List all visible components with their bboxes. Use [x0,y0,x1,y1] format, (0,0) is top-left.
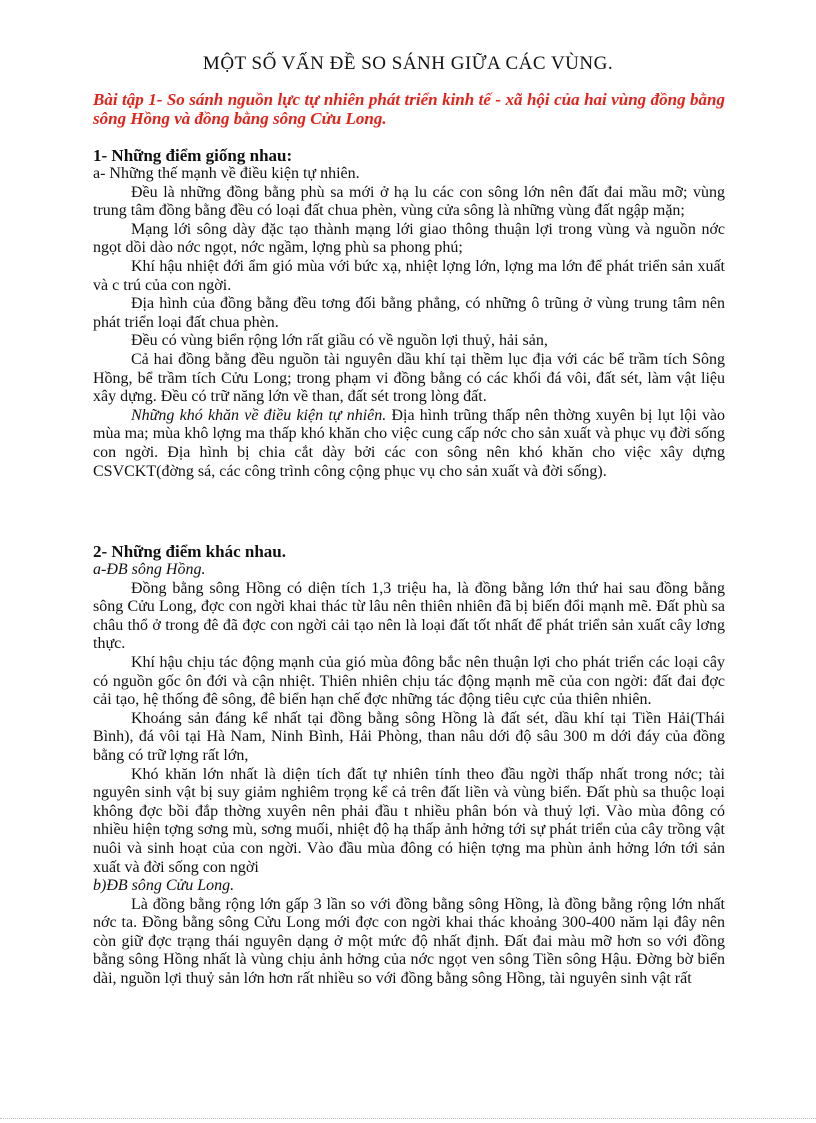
exercise-heading: Bài tập 1- So sánh nguồn lực tự nhiên phát triển kinh tế - xã hội của hai vùng đồng bằng sông Hồng và đồng bằng sông Cửu Long. [93,90,725,128]
section1-sub-a: a- Những thế mạnh về điều kiện tự nhiên. [93,165,360,182]
section2-sub-a: a-ĐB sông Hồng. [93,561,206,578]
page-bottom-divider [0,1118,816,1119]
paragraph: Khó khăn lớn nhất là diện tích đất tự nhiên tính theo đầu ngời thấp nhất trong nớc; tài nguyên sinh vật bị suy giảm nghiêm trọng kể cả trên đất liền và vùng biển. Đất phù sa thuộc loại không đợc bồi đắp thờng xuyên nên phải đầu t nhiều phân bón và thuỷ lợi. Vào mùa đông có nhiều hiện tợng sơng mù, sơng muối, nhiệt độ hạ thấp ảnh hởng tới sự phát triển của cây trồng vật nuôi và sinh hoạt của con ngời. Vào đầu mùa đông có hiện tợng ma phùn ảnh hởng lớn tới sản xuất và đời sống con ngời [93,765,725,876]
section2-heading: 2- Những điểm khác nhau. [93,542,287,561]
section-differences [93,542,725,989]
paragraph: Địa hình của đồng bằng đều tơng đối bằng phẳng, có những ô trũng ở vùng trung tâm nên phát triển loại đất chua phèn. [93,295,725,331]
difficulties-lead: Những khó khăn về điều kiện tự nhiên. [131,406,387,424]
paragraph: Đều có vùng biển rộng lớn rất giầu có về nguồn lợi thuỷ, hải sản, [131,332,548,350]
paragraph: Khí hậu chịu tác động mạnh của gió mùa đông bắc nên thuận lợi cho phát triển các loại cây có nguồn gốc ôn đới và cận nhiệt. Thiên nhiên chịu tác động mạnh mẽ của con ngời: đất đai đợc cải tạo, hệ thống đê sông, đê biển hạn chế đợc những tác động tiêu cực của thiên nhiên. [93,653,725,709]
section2-sub-b: b)ĐB sông Cửu Long. [93,877,235,895]
page-title: MỘT SỐ VẤN ĐỀ SO SÁNH GIỮA CÁC VÙNG. [202,53,614,74]
paragraph-difficulties [93,407,725,481]
paragraph: Đều là những đồng bằng phù sa mới ở hạ lu các con sông lớn nên đất đai mầu mỡ; vùng trung tâm đồng bằng đều có loại đất chua phèn, vùng cửa sông là những vùng đất ngập mặn; [93,183,725,220]
paragraph: Khoáng sản đáng kể nhất tại đồng bằng sông Hồng là đất sét, dầu khí tại Tiền Hải(Thái Bình), đá vôi tại Hà Nam, Ninh Bình, Hải Phòng, than nâu dới độ sâu 300 m dới đáy của đồng bằng có trữ lợng rất lớn, [93,709,725,764]
paragraph: Khí hậu nhiệt đới ẩm gió mùa với bức xạ, nhiệt lợng lớn, lợng ma lớn để phát triển sản xuất và c trú của con ngời. [93,257,725,294]
paragraph: Là đồng bằng rộng lớn gấp 3 lần so với đồng bằng sông Hồng, là đồng bằng rộng lớn nhất nớc ta. Đồng bằng sông Cửu Long mới đợc con ngời khai thác khoảng 300-400 năm lại đây nên còn giữ đợc trạng thái nguyên dạng ở một mức độ nhất định. Đất đai màu mỡ hơn so với đồng bằng sông Hồng nhất là vùng chịu ảnh hởng của nớc ngọt ven sông Tiền sông Hậu. Đờng bờ biển dài, nguồn lợi thuỷ sản lớn hơn rất nhiều so với đồng bằng sông Hồng, tài nguyên sinh vật rất [93,895,725,988]
section-similarities [93,146,725,481]
difficulties-text: Địa hình trũng thấp nên thờng xuyên bị lụt lội vào mùa ma; mùa khô lợng ma thấp khó khăn cho việc cung cấp nớc cho sản xuất và phục vụ đời sống con ngời. Địa hình bị chia cắt dày bởi các con sông nên khó khăn cho việc xây dựng CSVCKT(đờng sá, các công trình công cộng phục vụ cho sản xuất và đời sống). [93,406,725,480]
paragraph: Đồng bằng sông Hồng có diện tích 1,3 triệu ha, là đồng bằng lớn thứ hai sau đồng bằng sông Cửu Long, đợc con ngời khai thác từ lâu nên thiên nhiên đã bị biến đổi mạnh mẽ. Đất phù sa châu thổ ở trong đê đã đợc con ngời cải tạo nên là loại đất tốt nhất để phát triển sản xuất cây lơng thực. [93,579,725,653]
section1-heading: 1- Những điểm giống nhau: [93,146,293,165]
paragraph: Mạng lới sông dày đặc tạo thành mạng lới giao thông thuận lợi trong vùng và nguồn nớc ngọt dồi dào nớc ngọt, nớc ngầm, lợng phù sa phong phú; [93,220,725,257]
paragraph: Cả hai đồng bằng đều nguồn tài nguyên dầu khí tại thềm lục địa với các bể trầm tích Sông Hồng, bể trầm tích Cửu Long; trong phạm vi đồng bằng có các khối đá vôi, đất sét, làm vật liệu xây dựng. Đều có trữ năng lớn về than, đất sét trong lòng đất. [93,350,725,406]
